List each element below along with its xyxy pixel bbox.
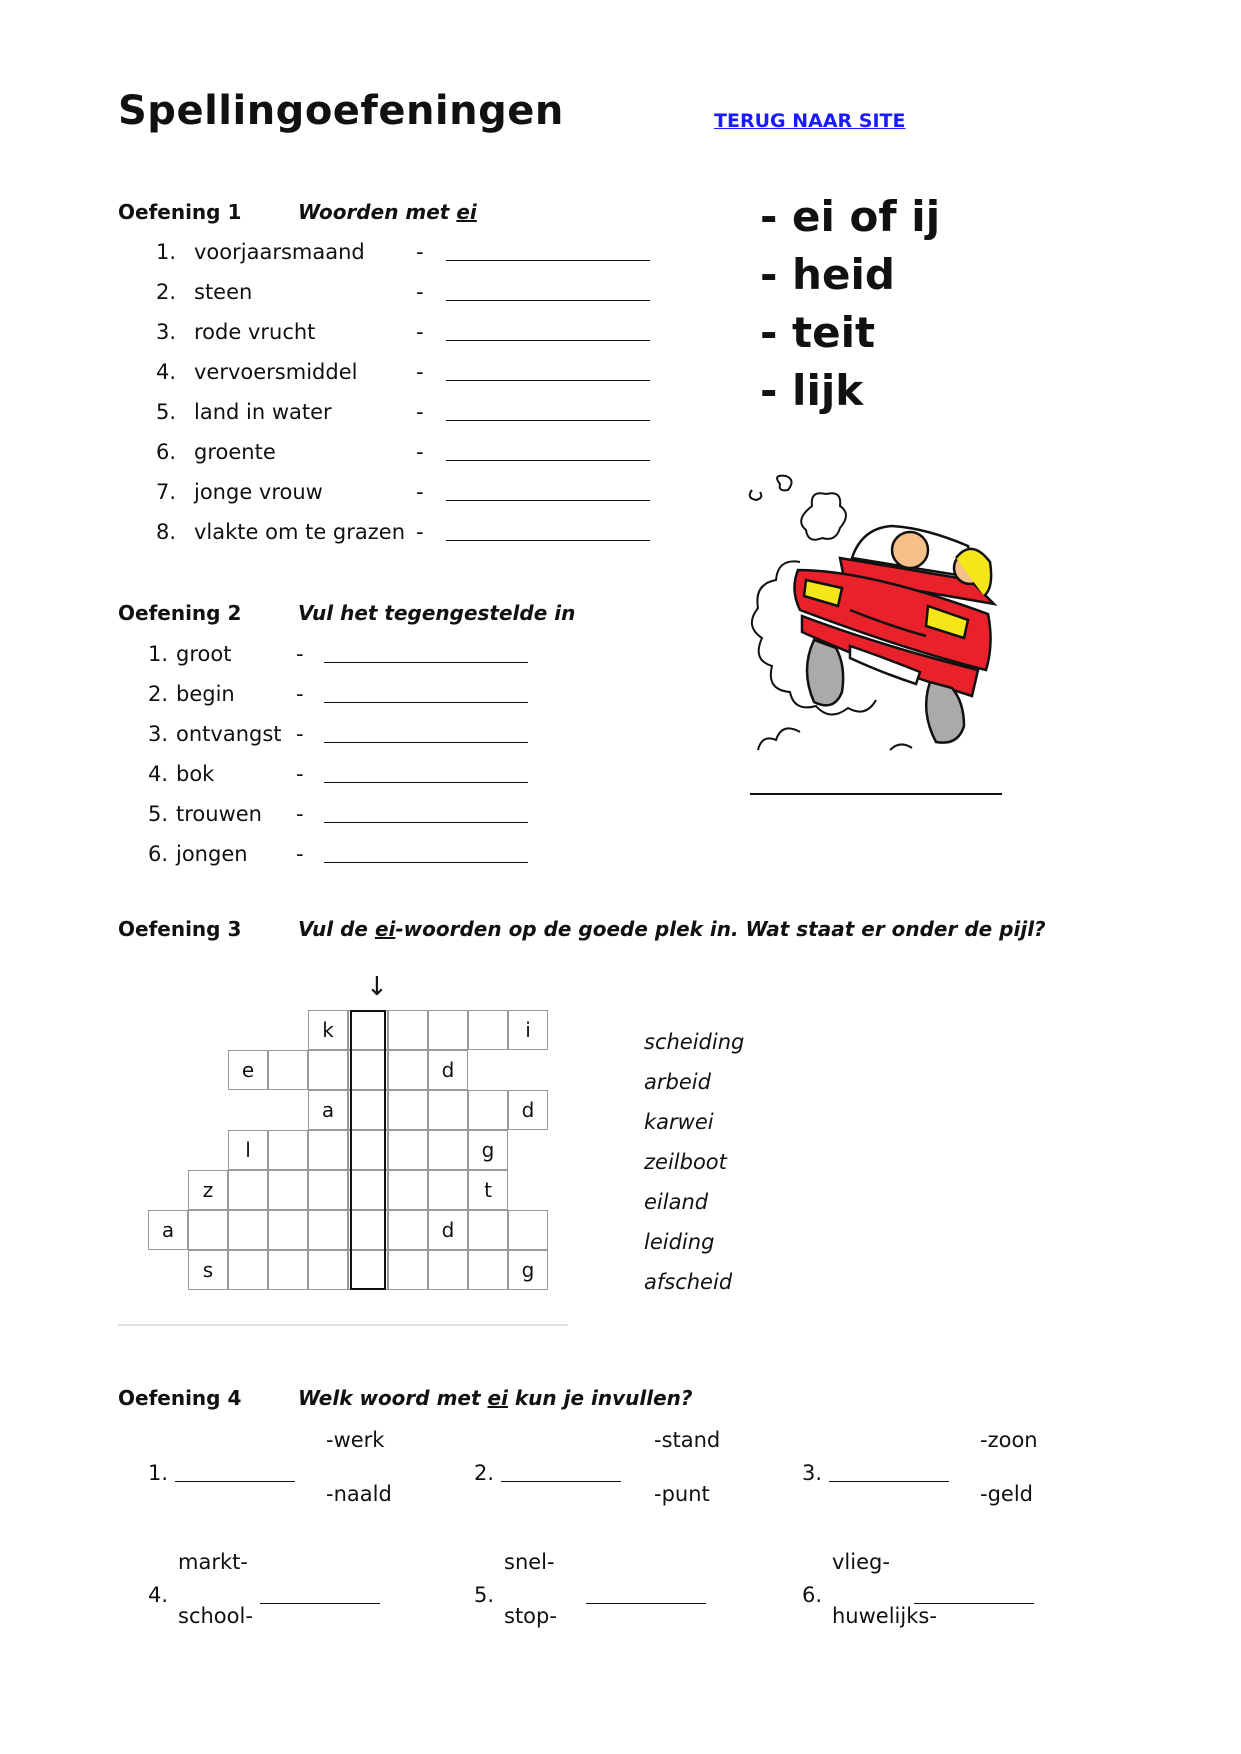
ex4-item-1-bottom: -naald — [326, 1482, 392, 1506]
ex4-item-6 — [802, 1577, 1034, 1607]
item-dash: - — [296, 802, 304, 826]
word-list-item: eiland — [644, 1190, 709, 1214]
exercise-4-title — [298, 1386, 693, 1410]
crossword-cell[interactable] — [308, 1210, 348, 1250]
item-dash: - — [416, 400, 424, 424]
item-number: 5. — [148, 802, 169, 826]
crossword-cell[interactable] — [388, 1090, 428, 1130]
ex4-item-5 — [474, 1577, 706, 1607]
crossword-cell[interactable] — [428, 1250, 468, 1290]
item-dash: - — [416, 360, 424, 384]
item-number: 2. — [148, 682, 169, 706]
item-number: 3. — [156, 320, 177, 344]
ex4-item-3-top: -zoon — [980, 1428, 1038, 1452]
suffix-item: - lijk — [760, 366, 864, 415]
answer-blank[interactable] — [446, 434, 650, 461]
smoke-cloud — [750, 490, 762, 500]
item-text: begin — [176, 682, 235, 706]
ex4-item-1 — [148, 1455, 295, 1485]
exercise-1-item — [156, 392, 650, 432]
car-illustration — [740, 470, 1040, 800]
exercise-1-title — [298, 200, 477, 224]
item-number: 2. — [156, 280, 177, 304]
crossword-cell[interactable]: t — [468, 1170, 508, 1210]
exercise-4-label: Oefening 4 — [118, 1386, 242, 1410]
ex4-item-number: 2. — [474, 1461, 495, 1485]
exercise-1-item — [156, 432, 650, 472]
exercise-2-item — [148, 834, 528, 874]
exercise-1-item — [156, 312, 650, 352]
word-list-item: scheiding — [644, 1030, 745, 1054]
exercise-2-title: Vul het tegengestelde in — [298, 601, 576, 625]
word-list-item: afscheid — [644, 1270, 733, 1294]
exercise-2-item — [148, 634, 528, 674]
crossword-cell[interactable] — [228, 1250, 268, 1290]
answer-blank[interactable] — [324, 636, 528, 663]
item-text: vervoersmiddel — [194, 360, 358, 384]
suffix-item: - heid — [760, 250, 895, 299]
smoke-cloud — [758, 728, 800, 750]
item-number: 1. — [148, 642, 169, 666]
crossword-cell[interactable] — [388, 1010, 428, 1050]
exercise-2-item — [148, 754, 528, 794]
crossword-cell[interactable] — [468, 1010, 508, 1050]
ex4-item-6-bottom: huwelijks- — [832, 1604, 937, 1628]
answer-blank[interactable] — [446, 474, 650, 501]
ex4-item-4 — [148, 1577, 380, 1607]
ex4-item-5-bottom: stop- — [504, 1604, 557, 1628]
crossword-cell[interactable] — [268, 1170, 308, 1210]
answer-blank[interactable] — [586, 1577, 706, 1604]
exercise-2-item — [148, 674, 528, 714]
ex4-item-6-top: vlieg- — [832, 1550, 890, 1574]
ex4-item-1-top: -werk — [326, 1428, 385, 1452]
ex4-item-number: 4. — [148, 1583, 169, 1607]
smoke-cloud — [801, 493, 846, 540]
exercise-4-heading — [118, 1386, 693, 1410]
divider — [118, 1324, 568, 1326]
crossword-cell[interactable] — [508, 1210, 548, 1250]
answer-blank[interactable] — [324, 676, 528, 703]
exercise-2-list — [148, 634, 528, 874]
item-text: jongen — [176, 842, 248, 866]
exercise-4-title-rest: kun je invullen? — [507, 1386, 693, 1410]
item-text: groente — [194, 440, 276, 464]
ex4-item-number: 5. — [474, 1583, 495, 1607]
exercise-1-item — [156, 272, 650, 312]
crossword-cell[interactable] — [268, 1250, 308, 1290]
ex4-item-3 — [802, 1455, 949, 1485]
exercise-3-title — [298, 917, 1046, 941]
crossword-cell[interactable]: k — [308, 1010, 348, 1050]
item-text: trouwen — [176, 802, 262, 826]
ex4-item-4-bottom: school- — [178, 1604, 253, 1628]
answer-blank[interactable] — [446, 514, 650, 541]
crossword-cell[interactable]: z — [188, 1170, 228, 1210]
item-dash: - — [296, 762, 304, 786]
item-number: 4. — [156, 360, 177, 384]
item-dash: - — [296, 682, 304, 706]
item-dash: - — [416, 280, 424, 304]
answer-blank[interactable] — [446, 274, 650, 301]
exercise-3-heading — [118, 917, 1046, 941]
answer-blank[interactable] — [324, 716, 528, 743]
back-to-site-link[interactable]: TERUG NAAR SITE — [714, 110, 906, 132]
crossword-cell[interactable] — [428, 1130, 468, 1170]
exercise-1-item — [156, 232, 650, 272]
exercise-1-item — [156, 472, 650, 512]
item-number: 8. — [156, 520, 177, 544]
item-dash: - — [296, 642, 304, 666]
crossword-cell[interactable] — [228, 1210, 268, 1250]
exercise-3-label: Oefening 3 — [118, 917, 242, 941]
crossword-cell[interactable]: g — [468, 1130, 508, 1170]
answer-blank[interactable] — [829, 1455, 949, 1482]
crossword-cell[interactable] — [308, 1050, 348, 1090]
item-text: groot — [176, 642, 232, 666]
item-text: land in water — [194, 400, 332, 424]
crossword-cell[interactable]: a — [308, 1090, 348, 1130]
crossword-cell[interactable]: d — [508, 1090, 548, 1130]
item-number: 6. — [156, 440, 177, 464]
exercise-1-title-ei: ei — [456, 200, 477, 224]
crossword-cell[interactable] — [308, 1250, 348, 1290]
suffix-item: - ei of ij — [760, 192, 941, 241]
item-text: rode vrucht — [194, 320, 316, 344]
answer-blank[interactable] — [175, 1455, 295, 1482]
answer-blank[interactable] — [260, 1577, 380, 1604]
crossword-cell[interactable] — [388, 1170, 428, 1210]
item-text: jonge vrouw — [194, 480, 323, 504]
crossword-cell[interactable] — [388, 1250, 428, 1290]
crossword-cell[interactable] — [468, 1210, 508, 1250]
crossword-cell[interactable] — [468, 1250, 508, 1290]
crossword-cell[interactable] — [428, 1090, 468, 1130]
ex4-item-4-top: markt- — [178, 1550, 248, 1574]
puzzle-arrow: ↓ — [366, 972, 388, 1002]
crossword-cell[interactable] — [468, 1090, 508, 1130]
crossword-cell[interactable] — [388, 1050, 428, 1090]
crossword-cell[interactable] — [228, 1170, 268, 1210]
crossword-cell[interactable]: e — [228, 1050, 268, 1090]
exercise-2-label: Oefening 2 — [118, 601, 242, 625]
exercise-2-item — [148, 794, 528, 834]
exercise-1-heading — [118, 200, 477, 224]
item-dash: - — [296, 842, 304, 866]
crossword-cell[interactable]: a — [148, 1210, 188, 1250]
item-dash: - — [416, 520, 424, 544]
crossword-cell[interactable]: d — [428, 1210, 468, 1250]
word-list-item: zeilboot — [644, 1150, 727, 1174]
crossword-cell[interactable] — [308, 1170, 348, 1210]
answer-blank[interactable] — [446, 394, 650, 421]
ex4-item-2-top: -stand — [654, 1428, 721, 1452]
ex4-item-2 — [474, 1455, 621, 1485]
answer-blank[interactable] — [446, 234, 650, 261]
exercise-3-title-ei: ei — [374, 917, 396, 941]
item-dash: - — [296, 722, 304, 746]
exercise-3-title-text: Vul de — [298, 917, 375, 941]
smoke-cloud — [890, 744, 912, 750]
item-dash: - — [416, 440, 424, 464]
crossword-cell[interactable]: d — [428, 1050, 468, 1090]
item-number: 6. — [148, 842, 169, 866]
item-dash: - — [416, 480, 424, 504]
crossword-cell[interactable]: s — [188, 1250, 228, 1290]
page-title: Spellingoefeningen — [118, 88, 564, 134]
exercise-4-title-text: Welk woord met — [298, 1386, 488, 1410]
exercise-4-title-ei: ei — [487, 1386, 508, 1410]
answer-blank[interactable] — [501, 1455, 621, 1482]
crossword-cell[interactable] — [428, 1170, 468, 1210]
crossword-cell[interactable]: g — [508, 1250, 548, 1290]
crossword-cell[interactable] — [268, 1210, 308, 1250]
ex4-item-5-top: snel- — [504, 1550, 555, 1574]
exercise-1-title-text: Woorden met — [298, 200, 457, 224]
smoke-cloud — [777, 476, 791, 491]
crossword-cell[interactable] — [388, 1210, 428, 1250]
exercise-1-item — [156, 512, 650, 552]
crossword-cell[interactable] — [308, 1130, 348, 1170]
crossword-cell[interactable] — [388, 1130, 428, 1170]
item-text: vlakte om te grazen — [194, 520, 406, 544]
item-number: 4. — [148, 762, 169, 786]
exercise-3-title-rest: -woorden op de goede plek in. Wat staat er onder de pijl? — [395, 917, 1046, 941]
answer-blank[interactable] — [324, 836, 528, 863]
item-text: bok — [176, 762, 215, 786]
solution-column — [350, 1010, 386, 1290]
ex4-item-3-bottom: -geld — [980, 1482, 1033, 1506]
item-text: steen — [194, 280, 253, 304]
exercise-1-list — [156, 232, 650, 552]
item-number: 1. — [156, 240, 177, 264]
ex4-item-number: 3. — [802, 1461, 823, 1485]
answer-blank[interactable] — [446, 314, 650, 341]
item-text: voorjaarsmaand — [194, 240, 365, 264]
item-text: ontvangst — [176, 722, 282, 746]
car — [794, 526, 994, 743]
ex4-item-number: 6. — [802, 1583, 823, 1607]
crossword-cell[interactable] — [268, 1130, 308, 1170]
crossword-cell[interactable]: l — [228, 1130, 268, 1170]
item-number: 7. — [156, 480, 177, 504]
word-list — [644, 1022, 744, 1302]
answer-blank[interactable] — [324, 756, 528, 783]
item-number: 5. — [156, 400, 177, 424]
crossword-cell[interactable] — [428, 1010, 468, 1050]
item-dash: - — [416, 240, 424, 264]
word-list-item: leiding — [644, 1230, 715, 1254]
crossword-cell[interactable] — [188, 1210, 228, 1250]
crossword-cell[interactable]: i — [508, 1010, 548, 1050]
exercise-1-label: Oefening 1 — [118, 200, 242, 224]
word-list-item: karwei — [644, 1110, 714, 1134]
answer-blank[interactable] — [914, 1577, 1034, 1604]
crossword-cell[interactable] — [268, 1050, 308, 1090]
suffix-list — [760, 188, 940, 420]
item-dash: - — [416, 320, 424, 344]
exercise-1-item — [156, 352, 650, 392]
item-number: 3. — [148, 722, 169, 746]
exercise-2-item — [148, 714, 528, 754]
answer-blank[interactable] — [446, 354, 650, 381]
ex4-item-number: 1. — [148, 1461, 169, 1485]
exercise-2-heading — [118, 601, 575, 625]
ex4-item-2-bottom: -punt — [654, 1482, 710, 1506]
suffix-item: - teit — [760, 308, 876, 357]
crossword-grid — [118, 1000, 568, 1328]
answer-blank[interactable] — [324, 796, 528, 823]
word-list-item: arbeid — [644, 1070, 711, 1094]
